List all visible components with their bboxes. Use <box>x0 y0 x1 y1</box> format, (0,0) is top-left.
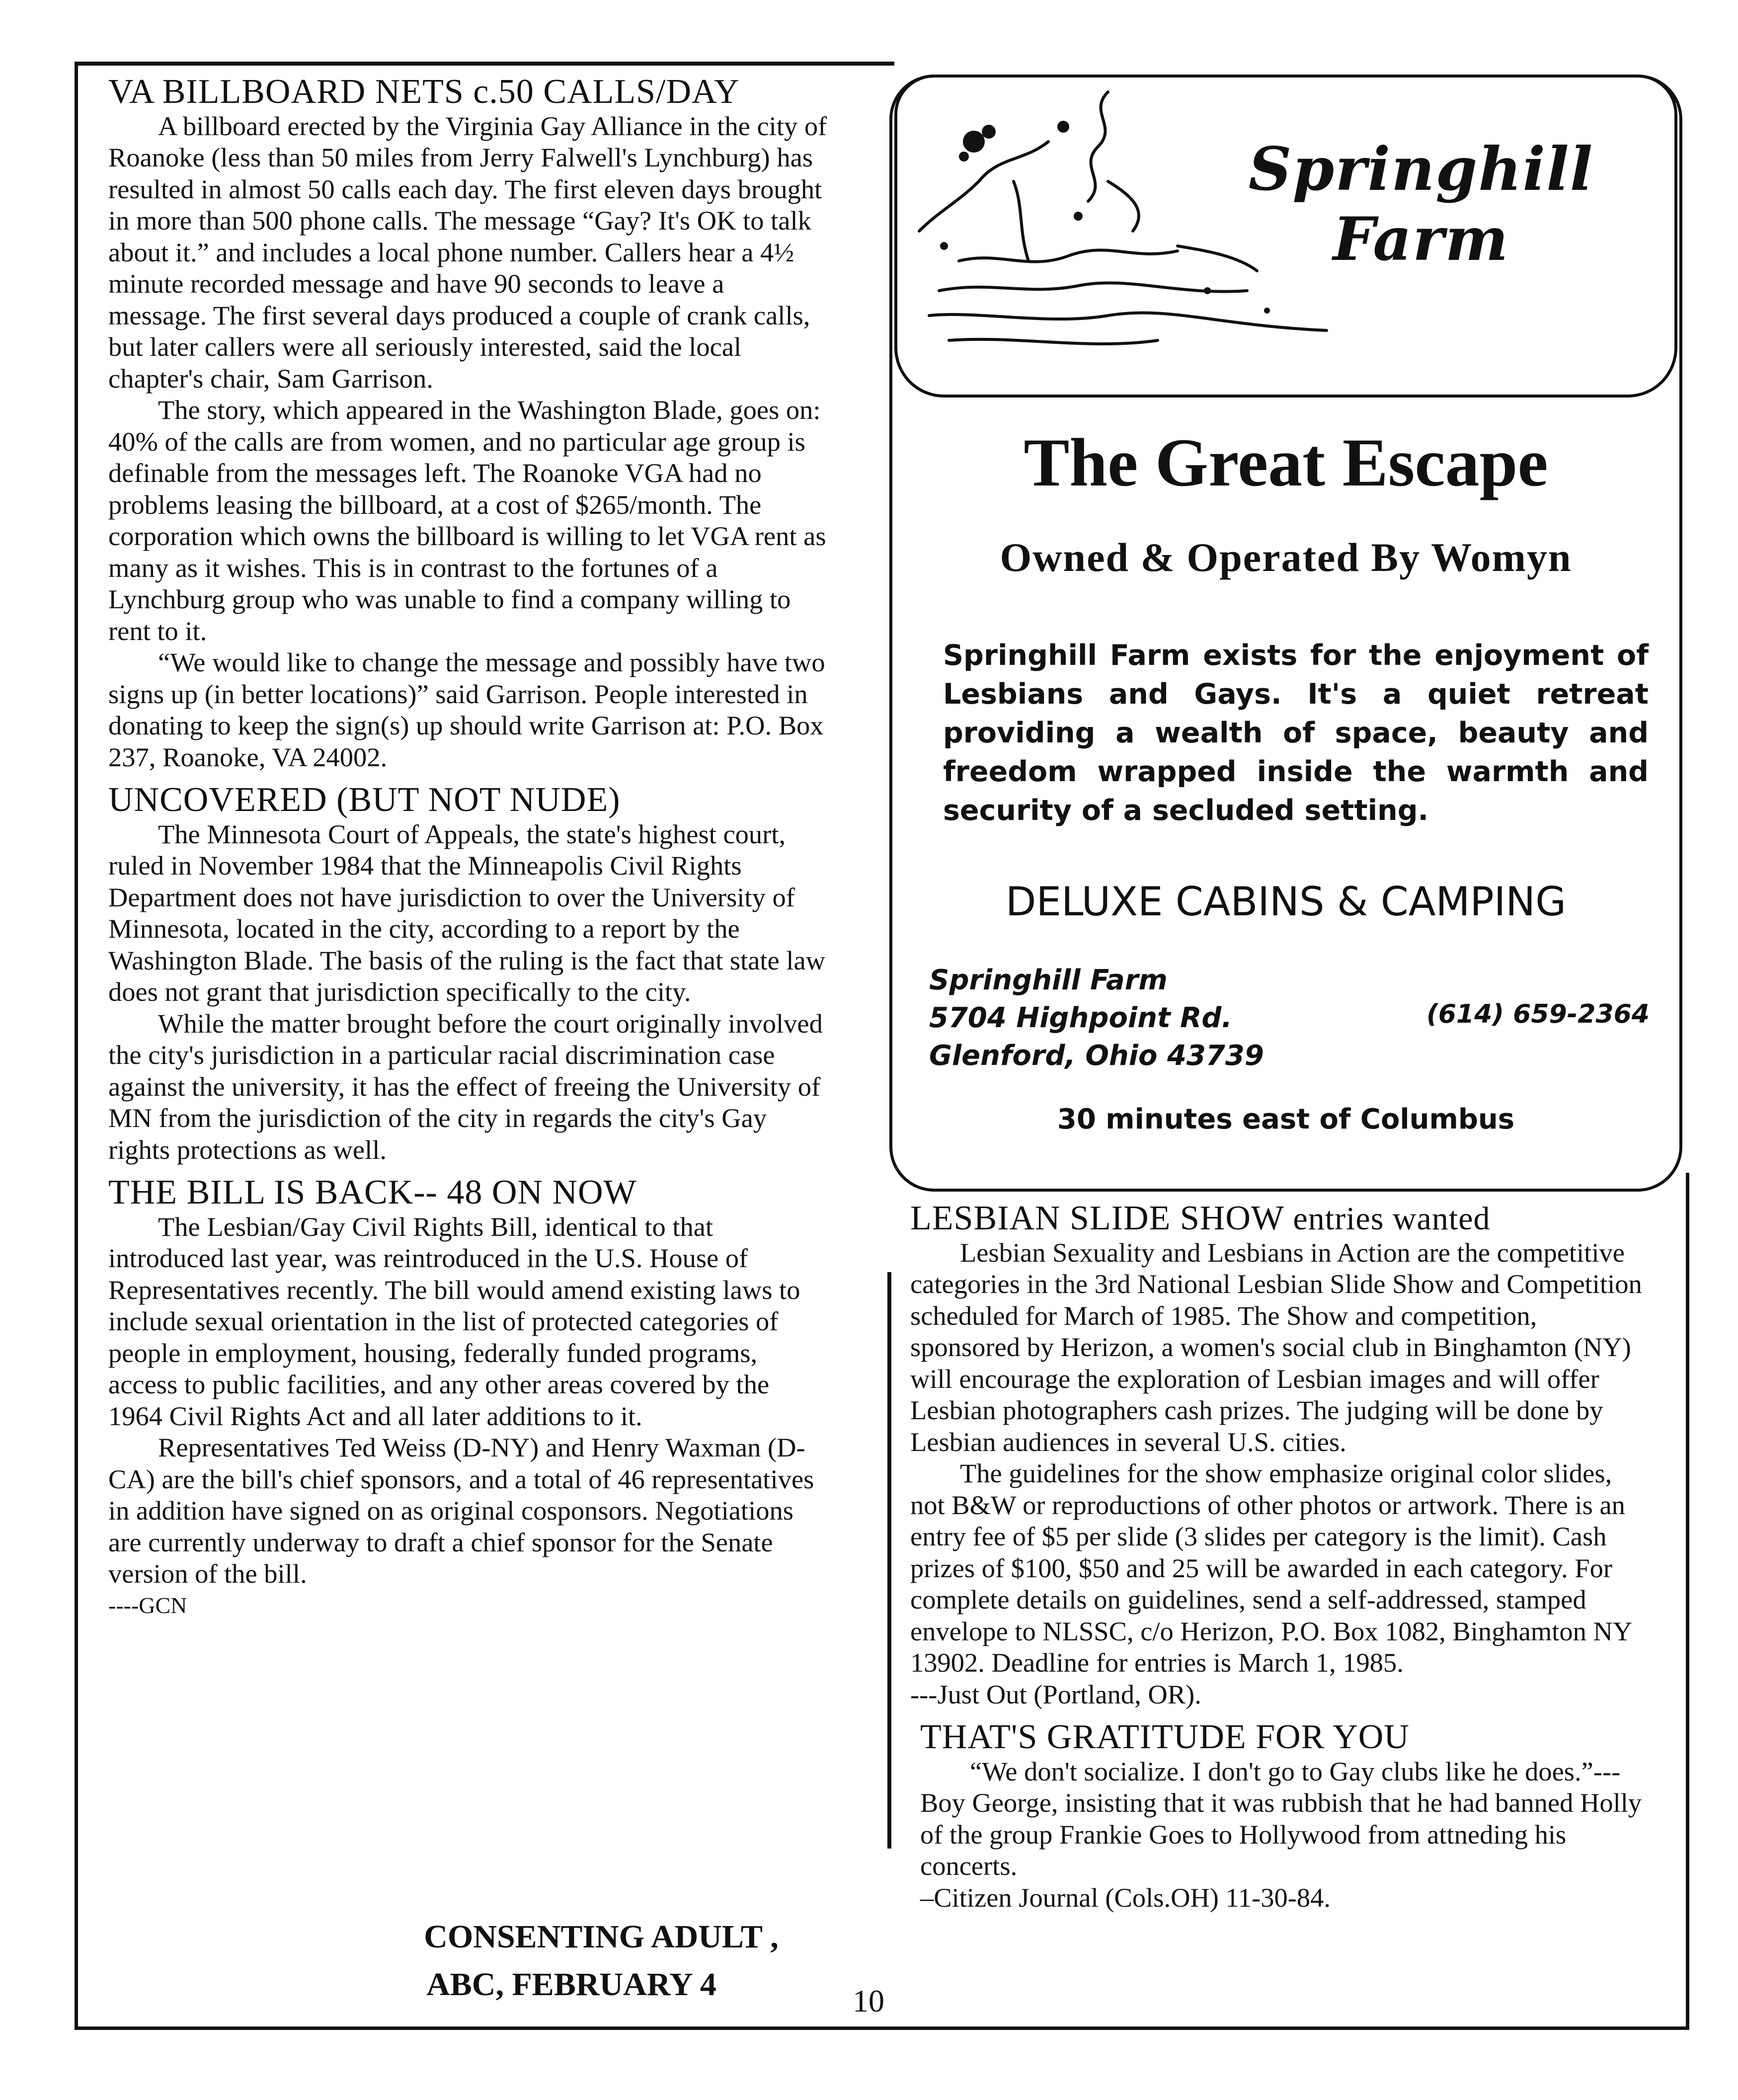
article-va-billboard <box>108 74 829 773</box>
article-uncovered <box>108 782 829 1165</box>
frame-right <box>1686 1173 1689 2030</box>
article-bill-is-back <box>108 1174 829 1621</box>
article-paragraph: “We would like to change the message and possibly have two signs up (in better locations)” said Garrison. People interested in donating to keep the sign(s) up should write Garrison at: P.O. Box 237, Roanoke, VA 24002. <box>108 647 825 772</box>
article-paragraph: Lesbian Sexuality and Lesbians in Action are the competitive categories in the 3rd National Lesbian Slide Show and Competition scheduled for March of 1985. The Show and competition, sponsored by Herizon, a women's social club in Binghamton (NY) will encourage the exploration of Lesbian images and will offer Lesbian photographers cash prizes. The judging will be done by Lesbian audiences in several U.S. cities. <box>910 1237 1642 1457</box>
article-paragraph: The Minnesota Court of Appeals, the state's highest court, ruled in November 1984 that the Minneapolis Civil Rights Department does not have jurisdiction to over the University of Minnesota, located in the city, according to a report by the Washington Blade. The basis of the ruling is the fact that state law does not grant that jurisdiction specifically to the city. <box>108 818 826 1007</box>
ad-location-note: 30 minutes east of Columbus <box>1057 1103 1515 1135</box>
ad-phone: (614) 659-2364 <box>1426 999 1650 1029</box>
article-lesbian-slide-show <box>910 1200 1646 1710</box>
article-source: ---Just Out (Portland, OR). <box>910 1679 1201 1709</box>
article-paragraph: The story, which appeared in the Washington Blade, goes on: 40% of the calls are from women, and no particular age group is definable from the messages left. The Roanoke VGA had no problems leasing the billboard, at a cost of $265/month. The corporation which owns the billboard is willing to let VGA rent as many as it wishes. This is in contrast to the fortunes of a Lynchburg group who was unable to find a company willing to rent to it. <box>108 395 826 646</box>
article-headline: UNCOVERED (BUT NOT NUDE) <box>108 781 621 819</box>
right-column <box>910 1200 1646 1913</box>
ad-address-line: 5704 Highpoint Rd. <box>929 1002 1232 1034</box>
notice-line: CONSENTING ADULT , <box>424 1919 779 1955</box>
article-paragraph: A billboard erected by the Virginia Gay Alliance in the city of Roanoke (less than 50 miles from Jerry Falwell's Lynchburg) has resulted in almost 50 calls each day. The first eleven days brought in more than 500 phone calls. The message “Gay? It's OK to talk about it.” and includes a local phone number. Callers hear a 4½ minute recorded message and have 90 seconds to leave a message. The first several days produced a couple of crank calls, but later callers were all seriously interested, said the local chapter's chair, Sam Garrison. <box>108 110 827 394</box>
article-paragraph: The guidelines for the show emphasize original color slides, not B&W or reproductions of other photos or artwork. There is an entry fee of $5 per slide (3 slides per category is the limit). Cash prizes of $100, $50 and 25 will be awarded in each category. For complete details on guidelines, send a self-addressed, stamped envelope to NLSSC, c/o Herizon, P.O. Box 1082, Binghamton NY 13902. Deadline for entries is March 1, 1985. <box>910 1458 1632 1678</box>
article-gratitude <box>910 1719 1646 1913</box>
ad-body: Springhill Farm exists for the enjoyment of Lesbians and Gays. It's a quiet retreat providing a wealth of space, beauty and freedom wrapped inside the warmth and security of a secluded setting. <box>943 639 1649 827</box>
ad-address <box>929 962 1327 1075</box>
article-headline: THAT'S GRATITUDE FOR YOU <box>920 1718 1410 1756</box>
article-headline-rest: entries wanted <box>1284 1201 1491 1237</box>
column-divider <box>887 1272 891 1849</box>
page-number: 10 <box>853 1983 884 2019</box>
article-headline: THE BILL IS BACK-- 48 ON NOW <box>108 1173 637 1212</box>
ad-subhead: Owned & Operated By Womyn <box>1000 535 1572 580</box>
article-paragraph: Representatives Ted Weiss (D-NY) and Henry Waxman (D-CA) are the bill's chief sponsors, and a total of 46 representatives in addition have signed on as original cosponsors. Negotiations are currently underway to draft a chief sponsor for the Senate version of the bill. <box>108 1432 814 1589</box>
notice-line: ABC, FEBRUARY 4 <box>426 1966 716 2003</box>
article-source: –Citizen Journal (Cols.OH) 11-30-84. <box>920 1882 1331 1913</box>
ad-feature: DELUXE CABINS & CAMPING <box>1005 879 1567 925</box>
frame-bottom <box>75 2026 1689 2030</box>
article-paragraph: While the matter brought before the court originally involved the city's jurisdiction in a particular racial discrimination case against the university, it has the effect of freeing the University of MN from the jurisdiction of the city in regards the city's Gay rights protections as well. <box>108 1008 823 1165</box>
article-headline: VA BILLBOARD NETS c.50 CALLS/DAY <box>108 73 740 111</box>
frame-left <box>75 62 78 2029</box>
article-headline-main: LESBIAN SLIDE SHOW <box>910 1199 1284 1237</box>
ad-address-line: Springhill Farm <box>929 964 1168 996</box>
left-column <box>108 74 829 1621</box>
article-paragraph: The Lesbian/Gay Civil Rights Bill, identical to that introduced last year, was reintroduced in the U.S. House of Representatives recently. The bill would amend existing laws to include sexual orientation in the list of protected categories of people in employment, housing, federally funded programs, access to public facilities, and any other areas covered by the 1964 Civil Rights Act and all later additions to it. <box>108 1211 800 1431</box>
ad-logo-text: Springhill Farm <box>1248 134 1594 274</box>
article-source: ----GCN <box>108 1592 187 1618</box>
notice-consenting-adult <box>323 1913 820 2009</box>
ad-headline: The Great Escape <box>1024 424 1548 500</box>
frame-top-left <box>75 62 894 66</box>
article-paragraph: “We don't socialize. I don't go to Gay clubs like he does.”---Boy George, insisting that it was rubbish that he had banned Holly of the group Frankie Goes to Hollywood from attneding his concerts. <box>920 1756 1642 1881</box>
ad-address-line: Glenford, Ohio 43739 <box>929 1040 1264 1072</box>
article-headline <box>910 1200 1646 1237</box>
